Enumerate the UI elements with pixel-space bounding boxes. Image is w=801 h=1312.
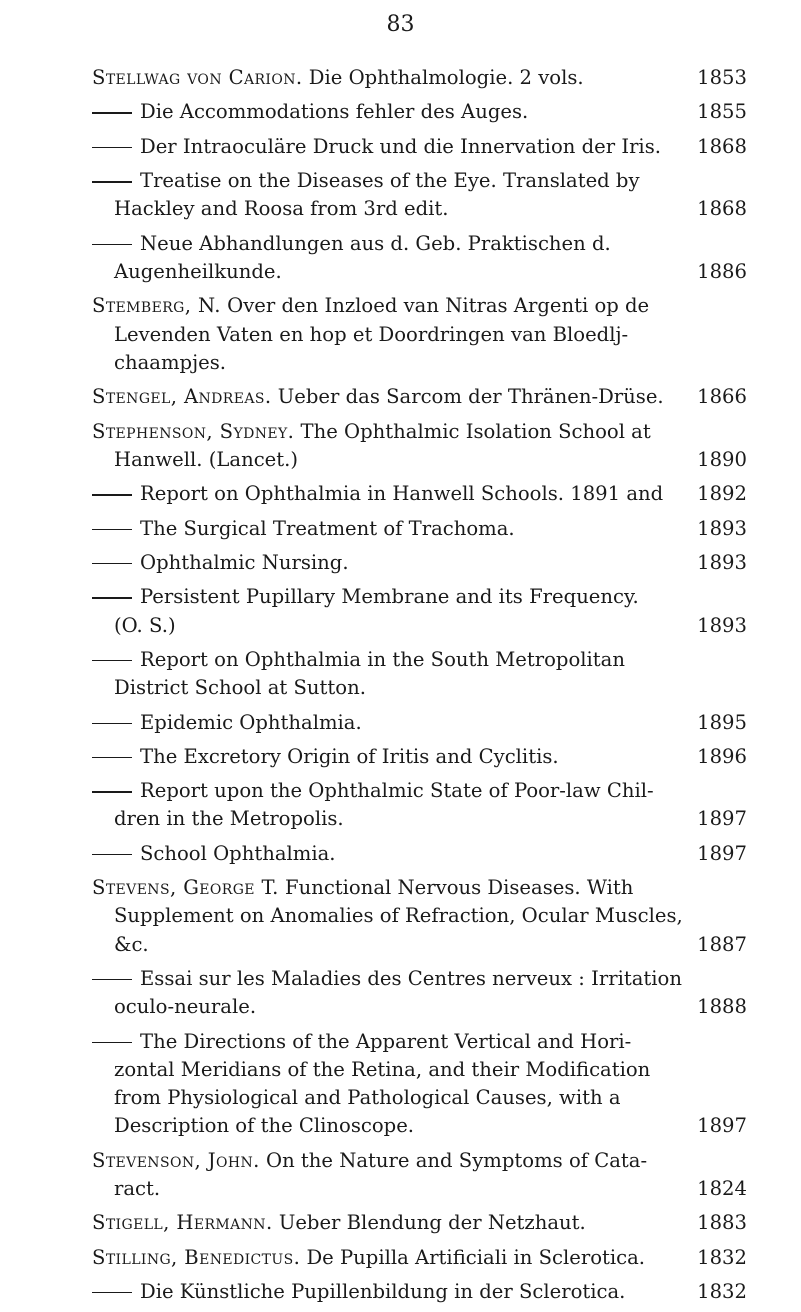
entry-continuation-line <box>92 1175 747 1203</box>
entry-text: oculo-neurale. <box>114 995 257 1019</box>
entry-text: Supplement on Anomalies of Refraction, Ocular Muscles, <box>114 904 683 928</box>
entry-text: (O. S.) <box>114 613 176 637</box>
entry-text: Persistent Pupillary Membrane and its Frequency. <box>140 585 639 609</box>
entry-text: Essai sur les Maladies des Centres nerveux : Irritation <box>140 967 682 991</box>
entry-author: Stellwag von Carion. <box>92 66 303 89</box>
ditto-dash <box>92 979 132 980</box>
entry-title-line <box>92 1209 747 1237</box>
entry-text: Levenden Vaten en hop et Doordringen van Bloedlj- <box>114 322 629 346</box>
entry-continuation-line <box>92 1112 747 1140</box>
entry-text: Neue Abhandlungen aus d. Geb. Praktischen d. <box>140 231 611 255</box>
entry-author: Stilling, Benedictus. <box>92 1245 301 1269</box>
ditto-dash <box>92 244 132 245</box>
entry-text: Functional Nervous Diseases. With <box>284 876 634 900</box>
ditto-dash <box>92 757 132 758</box>
entry-text: Description of the Clinoscope. <box>114 1114 415 1138</box>
entry-continuation-line <box>92 258 747 286</box>
entry-text: Augenheilkunde. <box>114 259 282 283</box>
entry-title-line <box>92 167 747 195</box>
entry-text: zontal Meridians of the Retina, and their Modification <box>114 1057 651 1081</box>
entry-continuation-line <box>92 902 747 930</box>
entry-title-line <box>92 1278 747 1306</box>
entry-text: dren in the Metropolis. <box>114 807 344 831</box>
entry-title-line <box>92 98 747 126</box>
entry-author: Stephenson, Sydney. <box>92 419 295 443</box>
ditto-dash <box>92 112 132 113</box>
entry-text: De Pupilla Artificiali in Sclerotica. <box>306 1245 646 1269</box>
entry-year: 1893 <box>697 613 747 637</box>
ditto-dash <box>92 791 132 792</box>
ditto-dash <box>92 1042 132 1043</box>
bibliography-entry <box>92 383 747 411</box>
entry-title-line <box>92 965 747 993</box>
entry-year: 1895 <box>697 710 747 734</box>
ditto-dash <box>92 494 132 495</box>
entry-continuation-line <box>92 446 747 474</box>
entry-year: 1893 <box>697 550 747 574</box>
entry-text: &c. <box>114 932 149 956</box>
entry-text: The Directions of the Apparent Vertical and Hori- <box>140 1029 632 1053</box>
entry-title-line <box>92 1028 747 1056</box>
bibliography-entry <box>92 583 747 639</box>
entry-text: chaampjes. <box>114 350 227 374</box>
bibliography-entry <box>92 1028 747 1141</box>
entry-text: Die Ophthalmologie. 2 vols. <box>308 66 584 89</box>
entry-text: from Physiological and Pathological Causes, with a <box>114 1086 621 1110</box>
entry-year: 1896 <box>697 744 747 768</box>
entry-year: 1832 <box>697 1245 747 1269</box>
bibliography-entry <box>92 230 747 286</box>
entry-text: ract. <box>114 1176 161 1200</box>
entry-title-line <box>92 583 747 611</box>
entry-text: Hackley and Roosa from 3rd edit. <box>114 197 449 221</box>
ditto-dash <box>92 563 132 564</box>
entry-year: 1897 <box>697 1114 747 1138</box>
entry-title-line <box>92 549 747 577</box>
entry-text: Der Intraoculäre Druck und die Innervation der Iris. <box>140 134 661 158</box>
entry-text: Ophthalmic Nursing. <box>140 550 349 574</box>
page-number: 83 <box>386 12 415 37</box>
entry-year: 1866 <box>697 385 747 409</box>
entry-continuation-line <box>92 993 747 1021</box>
entry-text: Report upon the Ophthalmic State of Poor-law Chil- <box>140 779 654 803</box>
entry-text: Report on Ophthalmia in Hanwell Schools. 1891 and <box>140 482 664 506</box>
bibliography-entry <box>92 1209 747 1237</box>
ditto-dash <box>92 181 132 182</box>
entry-year: 1887 <box>697 932 747 956</box>
entry-title-line <box>92 709 747 737</box>
entry-text: Epidemic Ophthalmia. <box>140 710 362 734</box>
entry-continuation-line <box>92 195 747 223</box>
entry-title-line <box>92 743 747 771</box>
entry-text: The Ophthalmic Isolation School at <box>300 419 651 443</box>
bibliography-entry <box>92 167 747 223</box>
entry-text: Over den Inzloed van Nitras Argenti op de <box>227 294 650 318</box>
bibliography-entry <box>92 292 747 377</box>
entry-author: Stevenson, John. <box>92 1148 260 1172</box>
entry-text: District School at Sutton. <box>114 676 366 700</box>
entry-title-line <box>92 840 747 868</box>
entry-title-line <box>92 230 747 258</box>
entry-author: Stevens, George T. <box>92 876 279 900</box>
bibliography-entry <box>92 1244 747 1272</box>
entry-year: 1832 <box>697 1280 747 1304</box>
bibliography-entry <box>92 98 747 126</box>
ditto-dash <box>92 1292 132 1293</box>
entry-title-line <box>92 133 747 161</box>
ditto-dash <box>92 854 132 855</box>
entry-year: 1868 <box>697 197 747 221</box>
bibliography-entry <box>92 840 747 868</box>
bibliography-entry <box>92 1278 747 1306</box>
bibliography-entry <box>92 1147 747 1203</box>
entry-title-line <box>92 383 747 411</box>
entry-continuation-line <box>92 805 747 833</box>
entry-year: 1886 <box>697 259 747 283</box>
entry-continuation-line <box>92 931 747 959</box>
bibliography-entry <box>92 743 747 771</box>
bibliography-entry <box>92 418 747 474</box>
entry-title-line <box>92 1244 747 1272</box>
entry-continuation-line <box>92 674 747 702</box>
entry-title-line <box>92 646 747 674</box>
entry-title-line <box>92 874 747 902</box>
entry-year: 1855 <box>697 100 747 124</box>
bibliography-entry <box>92 646 747 702</box>
entry-author: Stemberg, N. <box>92 294 221 318</box>
ditto-dash <box>92 529 132 530</box>
entry-text: Die Künstliche Pupillenbildung in der Sclerotica. <box>140 1280 626 1304</box>
entry-continuation-line <box>92 612 747 640</box>
entry-continuation-line <box>92 349 747 377</box>
entry-year: 1897 <box>697 841 747 865</box>
entry-title-line <box>92 777 747 805</box>
ditto-dash <box>92 660 132 661</box>
entry-text: Ueber das Sarcom der Thränen-Drüse. <box>277 385 664 409</box>
bibliography-entry <box>92 549 747 577</box>
entry-year: 1888 <box>697 995 747 1019</box>
entry-text: On the Nature and Symptoms of Cata- <box>266 1148 648 1172</box>
ditto-dash <box>92 147 132 148</box>
bibliography-entry <box>92 133 747 161</box>
bibliography-entry <box>92 874 747 959</box>
entry-year: 1890 <box>697 447 747 471</box>
bibliography-entry <box>92 64 747 92</box>
entry-year: 1883 <box>697 1211 747 1235</box>
bibliography-entry <box>92 515 747 543</box>
bibliography-entry <box>92 480 747 508</box>
entry-text: The Excretory Origin of Iritis and Cyclitis. <box>140 744 559 768</box>
entry-continuation-line <box>92 1084 747 1112</box>
ditto-dash <box>92 597 132 598</box>
entry-year: 1853 <box>697 66 747 89</box>
entry-text: School Ophthalmia. <box>140 841 336 865</box>
bibliography-entry <box>92 965 747 1021</box>
bibliography-list <box>92 64 747 1312</box>
entry-continuation-line <box>92 1056 747 1084</box>
entry-author: Stigell, Hermann. <box>92 1211 273 1235</box>
entry-year: 1897 <box>697 807 747 831</box>
entry-title-line <box>92 480 747 508</box>
entry-text: Die Accommodations fehler des Auges. <box>140 100 529 124</box>
entry-year: 1824 <box>697 1176 747 1200</box>
entry-title-line <box>92 515 747 543</box>
bibliography-entry <box>92 709 747 737</box>
entry-title-line <box>92 292 747 320</box>
entry-author: Stengel, Andreas. <box>92 385 272 409</box>
entry-title-line <box>92 64 747 92</box>
bibliography-entry <box>92 777 747 833</box>
entry-continuation-line <box>92 321 747 349</box>
entry-year: 1868 <box>697 134 747 158</box>
entry-title-line <box>92 1147 747 1175</box>
ditto-dash <box>92 723 132 724</box>
entry-year: 1893 <box>697 516 747 540</box>
entry-text: The Surgical Treatment of Trachoma. <box>140 516 515 540</box>
entry-text: Ueber Blendung der Netzhaut. <box>278 1211 586 1235</box>
entry-text: Hanwell. (Lancet.) <box>114 447 299 471</box>
entry-title-line <box>92 418 747 446</box>
entry-year: 1892 <box>697 482 747 506</box>
entry-text: Treatise on the Diseases of the Eye. Translated by <box>140 169 640 193</box>
entry-text: Report on Ophthalmia in the South Metropolitan <box>140 647 625 671</box>
